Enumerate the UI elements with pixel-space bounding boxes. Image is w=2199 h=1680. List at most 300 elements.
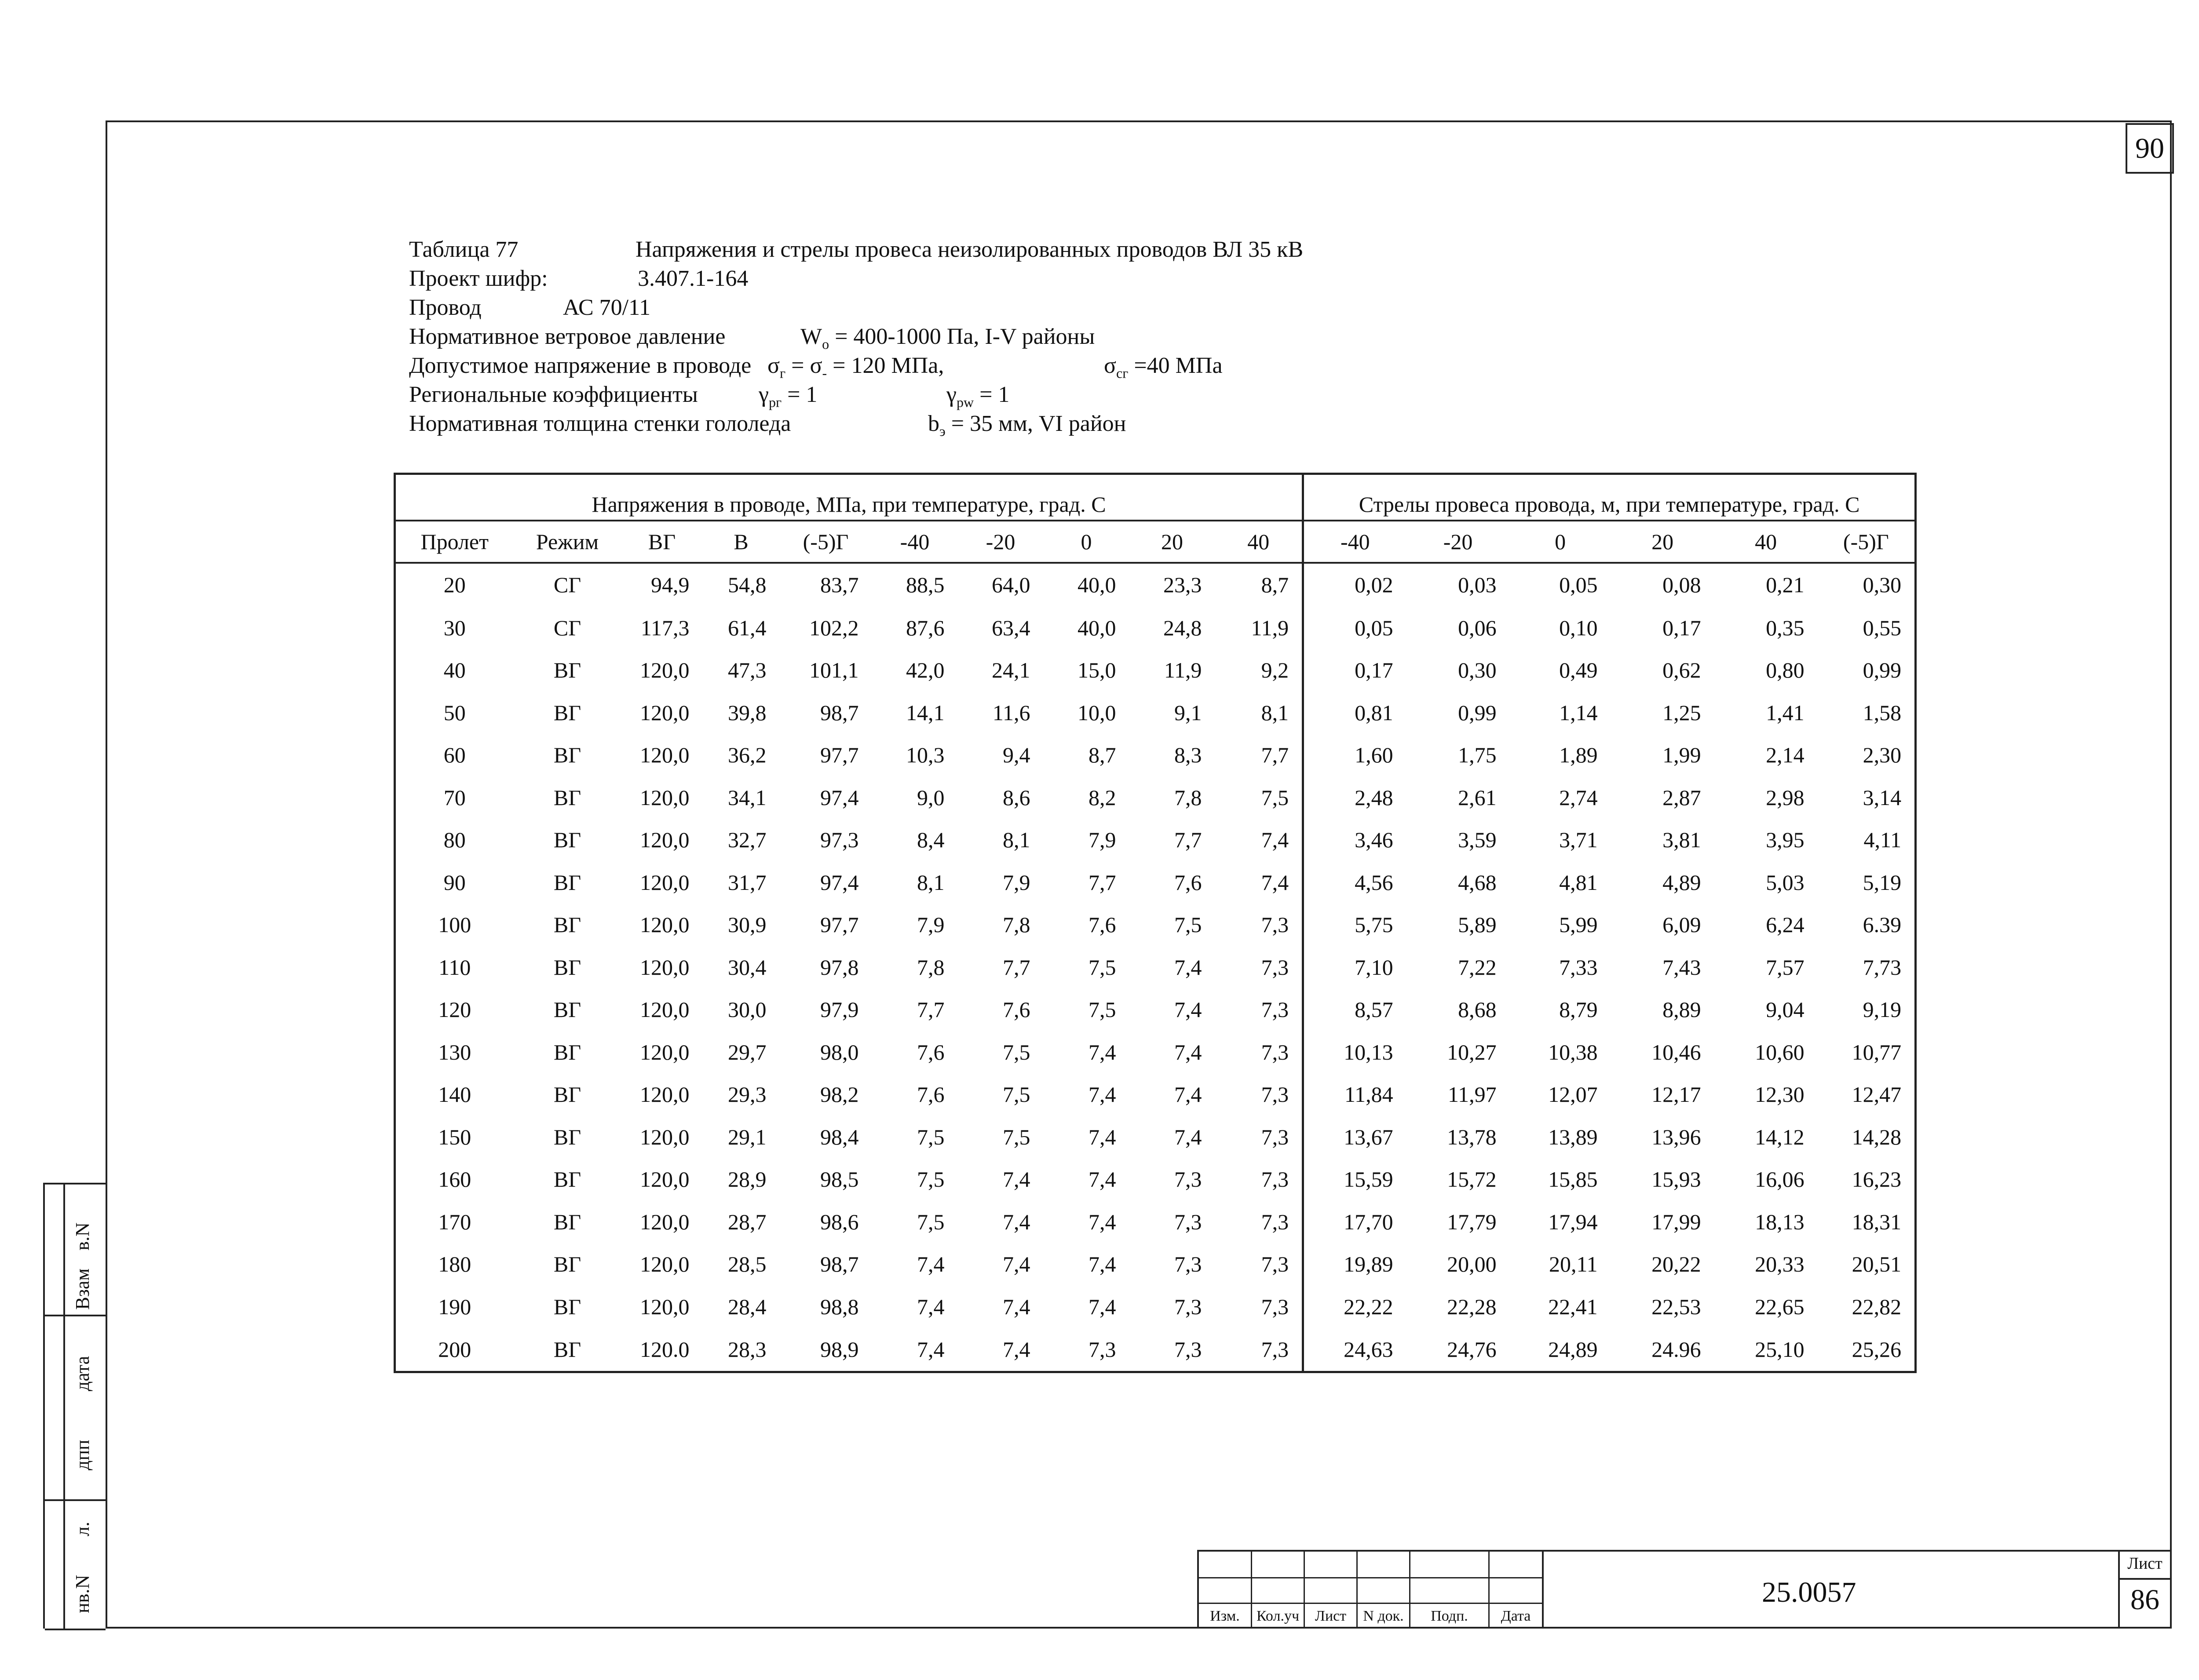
table-cell: 10,27 xyxy=(1447,1039,1497,1064)
caption-data: Дата xyxy=(1501,1608,1531,1624)
ice-value-group xyxy=(928,409,1126,445)
table-cell: 7,5 xyxy=(1003,1039,1030,1064)
ice-value: = 35 мм, VI район xyxy=(951,411,1126,436)
table-cell: 0,30 xyxy=(1863,572,1902,598)
column-header: 40 xyxy=(1714,521,1818,563)
strip-label: в.N xyxy=(72,1222,93,1250)
table-cell: 120,0 xyxy=(640,1124,690,1149)
table-cell: 17,70 xyxy=(1344,1209,1393,1234)
table-cell: 25,10 xyxy=(1755,1337,1804,1362)
table-cell: 180 xyxy=(438,1252,471,1277)
table-cell: 19,89 xyxy=(1344,1252,1393,1277)
table-cell: 7,4 xyxy=(917,1337,945,1362)
table-cell: 15,59 xyxy=(1344,1167,1393,1192)
table-cell: 0,55 xyxy=(1863,615,1902,640)
table-cell: 1,75 xyxy=(1458,743,1497,768)
table-cell: 7,3 xyxy=(1215,988,1303,1031)
table-cell: 16,06 xyxy=(1755,1167,1804,1192)
stress-subscript-1: г xyxy=(780,365,786,381)
table-cell: 29,1 xyxy=(728,1124,767,1149)
strip-label: дата xyxy=(72,1356,93,1391)
table-cell: 2,74 xyxy=(1559,785,1598,810)
table-cell: 120,0 xyxy=(640,1252,690,1277)
table-cell: 7,4 xyxy=(1089,1082,1116,1107)
table-cell: 7,5 xyxy=(1089,955,1116,980)
table-cell: 0,99 xyxy=(1458,700,1497,725)
table-cell: 8,79 xyxy=(1559,997,1598,1022)
table-cell: 20,11 xyxy=(1549,1252,1598,1277)
table-cell: 63,4 xyxy=(992,615,1030,640)
table-cell: 24,89 xyxy=(1548,1337,1598,1362)
sheet-divider xyxy=(2118,1578,2172,1580)
table-cell: 8,3 xyxy=(1174,743,1202,768)
coef-label: Региональные коэффициенты xyxy=(409,382,698,407)
stress-subscript-3: сг xyxy=(1116,365,1129,381)
table-cell: 0,17 xyxy=(1662,615,1701,640)
stress-value-3: =40 МПа xyxy=(1134,353,1223,378)
table-cell: 1,25 xyxy=(1662,700,1701,725)
coef-value-1: = 1 xyxy=(787,382,818,407)
table-row xyxy=(395,946,1916,988)
table-row xyxy=(395,1073,1916,1116)
table-cell: 3,14 xyxy=(1863,785,1902,810)
table-cell: 7,3 xyxy=(1215,904,1303,946)
table-cell: 0,02 xyxy=(1355,572,1393,598)
table-cell: 200 xyxy=(438,1337,471,1362)
table-cell: 7,3 xyxy=(1174,1252,1202,1277)
table-cell: 7,4 xyxy=(1003,1337,1030,1362)
stress-symbol-1: σ xyxy=(767,353,780,378)
table-cell: 1,99 xyxy=(1662,743,1701,768)
table-cell: 0,05 xyxy=(1355,615,1393,640)
table-row xyxy=(395,1243,1916,1286)
table-cell: 6,09 xyxy=(1662,912,1701,937)
table-cell: 0,05 xyxy=(1559,572,1598,598)
coef-subscript-1: рг xyxy=(768,394,782,410)
table-cell: 3,81 xyxy=(1662,827,1701,853)
table-cell: 7,4 xyxy=(1174,997,1202,1022)
column-header: 20 xyxy=(1611,521,1714,563)
table-cell: 28,7 xyxy=(728,1209,767,1234)
table-cell: 8,7 xyxy=(1215,563,1303,607)
table-title: Напряжения и стрелы провеса неизолированных проводов ВЛ 35 кВ xyxy=(636,237,1304,262)
table-cell: 31,7 xyxy=(728,870,767,895)
table-cell: 7,3 xyxy=(1215,1285,1303,1328)
table-cell: 6.39 xyxy=(1863,912,1902,937)
table-cell: 50 xyxy=(443,700,466,725)
table-cell: 130 xyxy=(438,1039,471,1064)
table-cell: 7,3 xyxy=(1215,1073,1303,1116)
table-cell: 7,5 xyxy=(917,1209,945,1234)
table-cell: 4,89 xyxy=(1662,870,1701,895)
wind-label: Нормативное ветровое давление xyxy=(409,324,726,349)
table-cell: 24.96 xyxy=(1651,1337,1701,1362)
table-cell: 4,81 xyxy=(1559,870,1598,895)
column-header: -20 xyxy=(1406,521,1510,563)
table-cell: 7,3 xyxy=(1215,1158,1303,1201)
table-cell: 9,0 xyxy=(917,785,945,810)
table-cell: 9,2 xyxy=(1215,649,1303,692)
table-cell: ВГ xyxy=(553,1294,581,1319)
table-cell: 7,4 xyxy=(1174,1124,1202,1149)
table-cell: 98,2 xyxy=(820,1082,859,1107)
table-cell: 7,7 xyxy=(1215,734,1303,776)
table-cell: 0,35 xyxy=(1766,615,1804,640)
table-cell: 10,38 xyxy=(1548,1039,1598,1064)
document-code: 25.0057 xyxy=(1762,1576,1856,1608)
table-cell: 120,0 xyxy=(640,1039,690,1064)
table-cell: 5,99 xyxy=(1559,912,1598,937)
table-cell: 7,6 xyxy=(917,1039,945,1064)
table-cell: 97,7 xyxy=(820,912,859,937)
table-cell: 64,0 xyxy=(992,572,1030,598)
table-cell: ВГ xyxy=(553,743,581,768)
table-cell: 9,19 xyxy=(1863,997,1902,1022)
table-cell: 8,2 xyxy=(1089,785,1116,810)
table-cell: 7,43 xyxy=(1662,955,1701,980)
table-cell: 7,57 xyxy=(1766,955,1804,980)
table-cell: 0,80 xyxy=(1766,658,1804,683)
table-cell: ВГ xyxy=(553,700,581,725)
table-cell: 1,41 xyxy=(1766,700,1804,725)
table-cell: 22,53 xyxy=(1651,1294,1701,1319)
table-cell: 120,0 xyxy=(640,955,690,980)
table-cell: 7,5 xyxy=(1003,1082,1030,1107)
table-row xyxy=(395,1328,1916,1372)
title-block xyxy=(1197,1550,2172,1629)
table-cell: 20,51 xyxy=(1852,1252,1902,1277)
table-row xyxy=(395,1031,1916,1073)
table-cell: 42,0 xyxy=(906,658,945,683)
table-cell: 7,7 xyxy=(1003,955,1030,980)
table-cell: 40,0 xyxy=(1078,572,1116,598)
table-cell: ВГ xyxy=(553,870,581,895)
table-cell: 7,4 xyxy=(1089,1039,1116,1064)
table-cell: 17,94 xyxy=(1548,1209,1598,1234)
table-cell: 120,0 xyxy=(640,912,690,937)
table-cell: 88,5 xyxy=(906,572,945,598)
table-cell: 60 xyxy=(443,743,466,768)
table-cell: 2,61 xyxy=(1458,785,1497,810)
table-cell: 11,84 xyxy=(1344,1082,1393,1107)
table-cell: 7,6 xyxy=(1174,870,1202,895)
grid-line xyxy=(1542,1552,1544,1629)
table-cell: 30,0 xyxy=(728,997,767,1022)
stress-subscript-2: - xyxy=(822,365,827,381)
title-block-grid xyxy=(1199,1552,1542,1629)
table-cell: 7,4 xyxy=(1003,1167,1030,1192)
stress-cg-group xyxy=(1104,351,1223,387)
table-cell: 11,9 xyxy=(1215,606,1303,649)
table-cell: 24,63 xyxy=(1344,1337,1393,1362)
table-cell: 7,5 xyxy=(1003,1124,1030,1149)
strip-label: нв.N xyxy=(72,1574,93,1613)
table-cell: 22,41 xyxy=(1548,1294,1598,1319)
page-number: 90 xyxy=(2126,123,2174,174)
table-cell: 7,5 xyxy=(917,1167,945,1192)
table-cell: ВГ xyxy=(553,785,581,810)
table-cell: 83,7 xyxy=(820,572,859,598)
table-cell: 5,89 xyxy=(1458,912,1497,937)
table-cell: 7,6 xyxy=(917,1082,945,1107)
table-cell: 8,68 xyxy=(1458,997,1497,1022)
table-cell: 97,4 xyxy=(820,870,859,895)
wind-subscript: o xyxy=(822,336,829,352)
table-cell: 20 xyxy=(443,572,466,598)
table-cell: 7,6 xyxy=(1089,912,1116,937)
table-cell: 28,5 xyxy=(728,1252,767,1277)
table-cell: ВГ xyxy=(553,827,581,853)
table-cell: 7,3 xyxy=(1215,1031,1303,1073)
table-cell: 1,58 xyxy=(1863,700,1902,725)
table-cell: 10,0 xyxy=(1078,700,1116,725)
ice-subscript: э xyxy=(939,423,946,439)
table-cell: 3,46 xyxy=(1355,827,1393,853)
table-cell: 97,8 xyxy=(820,955,859,980)
table-cell: 7,7 xyxy=(1174,827,1202,853)
table-cell: 120,0 xyxy=(640,700,690,725)
table-cell: 12,47 xyxy=(1852,1082,1902,1107)
table-cell: 4,11 xyxy=(1863,827,1902,853)
table-cell: 18,13 xyxy=(1755,1209,1804,1234)
table-cell: 20,22 xyxy=(1651,1252,1701,1277)
table-cell: 190 xyxy=(438,1294,471,1319)
grid-line xyxy=(1199,1577,1542,1578)
table-cell: 7,4 xyxy=(1089,1294,1116,1319)
table-cell: 2,87 xyxy=(1662,785,1701,810)
table-cell: 3,59 xyxy=(1458,827,1497,853)
table-cell: 6,24 xyxy=(1766,912,1804,937)
table-cell: 24,1 xyxy=(992,658,1030,683)
table-cell: 4,68 xyxy=(1458,870,1497,895)
caption-podp: Подп. xyxy=(1431,1608,1468,1624)
table-cell: 98,9 xyxy=(820,1337,859,1362)
caption-kol-uch: Кол.уч xyxy=(1256,1608,1300,1624)
table-cell: 9,1 xyxy=(1174,700,1202,725)
table-cell: 98,4 xyxy=(820,1124,859,1149)
table-cell: 7,7 xyxy=(917,997,945,1022)
table-row xyxy=(395,988,1916,1031)
table-cell: 29,7 xyxy=(728,1039,767,1064)
table-cell: 12,07 xyxy=(1548,1082,1598,1107)
table-cell: 7,10 xyxy=(1355,955,1393,980)
table-cell: 120,0 xyxy=(640,785,690,810)
table-cell: 7,3 xyxy=(1174,1294,1202,1319)
table-cell: 32,7 xyxy=(728,827,767,853)
table-cell: 22,22 xyxy=(1344,1294,1393,1319)
table-row xyxy=(395,1158,1916,1201)
table-cell: 10,77 xyxy=(1852,1039,1902,1064)
table-cell: 170 xyxy=(438,1209,471,1234)
table-cell: 120.0 xyxy=(640,1337,690,1362)
table-cell: 0,99 xyxy=(1863,658,1902,683)
table-cell: 25,26 xyxy=(1852,1337,1902,1362)
table-body xyxy=(395,563,1916,1372)
table-cell: 98,5 xyxy=(820,1167,859,1192)
table-cell: 120,0 xyxy=(640,997,690,1022)
table-row xyxy=(395,904,1916,946)
table-cell: 90 xyxy=(443,870,466,895)
project-code: 3.407.1-164 xyxy=(638,266,749,291)
table-cell: 8,89 xyxy=(1662,997,1701,1022)
table-cell: 97,4 xyxy=(820,785,859,810)
table-column-header-row xyxy=(395,521,1916,563)
table-cell: 22,82 xyxy=(1852,1294,1902,1319)
table-row xyxy=(395,691,1916,734)
table-cell: 40 xyxy=(443,658,466,683)
table-cell: 5,19 xyxy=(1863,870,1902,895)
table-cell: 2,14 xyxy=(1766,743,1804,768)
project-label: Проект шифр: xyxy=(409,266,548,291)
table-cell: ВГ xyxy=(553,658,581,683)
table-cell: 30 xyxy=(443,615,466,640)
strip-cell xyxy=(45,1316,106,1501)
table-cell: 98,0 xyxy=(820,1039,859,1064)
table-cell: 5,03 xyxy=(1766,870,1804,895)
stress-label: Допустимое напряжение в проводе xyxy=(409,353,752,378)
table-cell: 7,4 xyxy=(1174,1082,1202,1107)
table-cell: 54,8 xyxy=(728,572,767,598)
caption-izm: Изм. xyxy=(1210,1608,1240,1624)
table-group-header-row xyxy=(395,474,1916,521)
table-cell: 14,1 xyxy=(906,700,945,725)
table-cell: 7,5 xyxy=(917,1124,945,1149)
table-cell: 8,6 xyxy=(1003,785,1030,810)
wind-symbol: W xyxy=(800,324,822,349)
group-header-sag: Стрелы провеса провода, м, при температуре, град. С xyxy=(1303,474,1916,521)
table-cell: ВГ xyxy=(553,1039,581,1064)
table-cell: 7,4 xyxy=(917,1294,945,1319)
table-cell: 7,9 xyxy=(1003,870,1030,895)
column-header: 0 xyxy=(1510,521,1611,563)
grid-line xyxy=(1199,1603,1542,1604)
table-cell: 7,3 xyxy=(1215,1200,1303,1243)
table-cell: 10,46 xyxy=(1651,1039,1701,1064)
table-cell: 22,28 xyxy=(1447,1294,1497,1319)
table-cell: 8,57 xyxy=(1355,997,1393,1022)
table-cell: 7,73 xyxy=(1863,955,1902,980)
table-cell: 98,6 xyxy=(820,1209,859,1234)
table-cell: ВГ xyxy=(553,912,581,937)
table-cell: 120,0 xyxy=(640,1294,690,1319)
table-cell: 7,7 xyxy=(1089,870,1116,895)
wire-value: АС 70/11 xyxy=(563,295,651,320)
table-cell: 12,17 xyxy=(1651,1082,1701,1107)
table-cell: 2,48 xyxy=(1355,785,1393,810)
table-cell: 98,7 xyxy=(820,700,859,725)
table-cell: 11,6 xyxy=(992,700,1030,725)
table-cell: 7,4 xyxy=(1003,1252,1030,1277)
table-cell: 1,60 xyxy=(1355,743,1393,768)
column-header: -40 xyxy=(1303,521,1406,563)
table-cell: 7,4 xyxy=(1215,861,1303,904)
stress-mid: = σ xyxy=(791,353,822,378)
wind-value: = 400-1000 Па, I-V районы xyxy=(835,324,1095,349)
table-cell: 8,7 xyxy=(1089,743,1116,768)
table-cell: 97,9 xyxy=(820,997,859,1022)
table-cell: 11,97 xyxy=(1447,1082,1497,1107)
table-cell: 7,4 xyxy=(1089,1167,1116,1192)
column-header: 0 xyxy=(1044,521,1129,563)
table-cell: 23,3 xyxy=(1163,572,1202,598)
table-cell: 7,5 xyxy=(1174,912,1202,937)
table-cell: ВГ xyxy=(553,1252,581,1277)
column-header: Режим xyxy=(514,521,621,563)
table-cell: 0,30 xyxy=(1458,658,1497,683)
table-cell: 15,85 xyxy=(1548,1167,1598,1192)
table-row xyxy=(395,819,1916,861)
column-header: 40 xyxy=(1215,521,1303,563)
table-cell: 0,62 xyxy=(1662,658,1701,683)
column-header: -40 xyxy=(872,521,958,563)
table-cell: 7,4 xyxy=(1003,1209,1030,1234)
table-row xyxy=(395,649,1916,692)
table-cell: 150 xyxy=(438,1124,471,1149)
table-cell: 102,2 xyxy=(809,615,859,640)
sheet-number: 86 xyxy=(2130,1584,2159,1616)
table-cell: 17,79 xyxy=(1447,1209,1497,1234)
table-cell: 7,3 xyxy=(1174,1167,1202,1192)
table-cell: 40,0 xyxy=(1078,615,1116,640)
table-cell: 17,99 xyxy=(1651,1209,1701,1234)
column-header: В xyxy=(703,521,780,563)
table-cell: 8,4 xyxy=(917,827,945,853)
table-cell: 29,3 xyxy=(728,1082,767,1107)
table-cell: 120,0 xyxy=(640,1167,690,1192)
table-cell: 5,75 xyxy=(1355,912,1393,937)
table-cell: 30,4 xyxy=(728,955,767,980)
table-cell: 7,22 xyxy=(1458,955,1497,980)
table-cell: 98,8 xyxy=(820,1294,859,1319)
table-cell: 13,67 xyxy=(1344,1124,1393,1149)
table-cell: 160 xyxy=(438,1167,471,1192)
table-cell: 10,13 xyxy=(1344,1039,1393,1064)
table-cell: 1,89 xyxy=(1559,743,1598,768)
table-cell: 0,17 xyxy=(1355,658,1393,683)
table-cell: 117,3 xyxy=(640,615,690,640)
table-cell: 0,06 xyxy=(1458,615,1497,640)
table-cell: 13,78 xyxy=(1447,1124,1497,1149)
table-cell: 8,1 xyxy=(1215,691,1303,734)
table-cell: 7,5 xyxy=(1089,997,1116,1022)
table-cell: 110 xyxy=(438,955,471,980)
stress-value: = 120 МПа, xyxy=(833,353,944,378)
table-cell: ВГ xyxy=(553,1082,581,1107)
table-cell: 7,4 xyxy=(1174,955,1202,980)
table-cell: 7,4 xyxy=(917,1252,945,1277)
table-cell: 80 xyxy=(443,827,466,853)
column-header: ВГ xyxy=(621,521,703,563)
table-cell: 1,14 xyxy=(1559,700,1598,725)
column-header: -20 xyxy=(958,521,1044,563)
table-cell: 0,10 xyxy=(1559,615,1598,640)
table-cell: 13,89 xyxy=(1548,1124,1598,1149)
coef-value-2: = 1 xyxy=(979,382,1010,407)
table-cell: 7,8 xyxy=(1003,912,1030,937)
table-cell: 61,4 xyxy=(728,615,767,640)
table-cell: 7,4 xyxy=(1089,1124,1116,1149)
table-cell: ВГ xyxy=(553,1337,581,1362)
table-cell: 7,4 xyxy=(1174,1039,1202,1064)
table-cell: 94,9 xyxy=(651,572,690,598)
table-cell: 120,0 xyxy=(640,743,690,768)
table-cell: 101,1 xyxy=(809,658,859,683)
table-cell: 36,2 xyxy=(728,743,767,768)
table-cell: 7,4 xyxy=(1215,819,1303,861)
table-cell: 16,23 xyxy=(1852,1167,1902,1192)
table-cell: 7,3 xyxy=(1215,1243,1303,1286)
table-cell: 39,8 xyxy=(728,700,767,725)
